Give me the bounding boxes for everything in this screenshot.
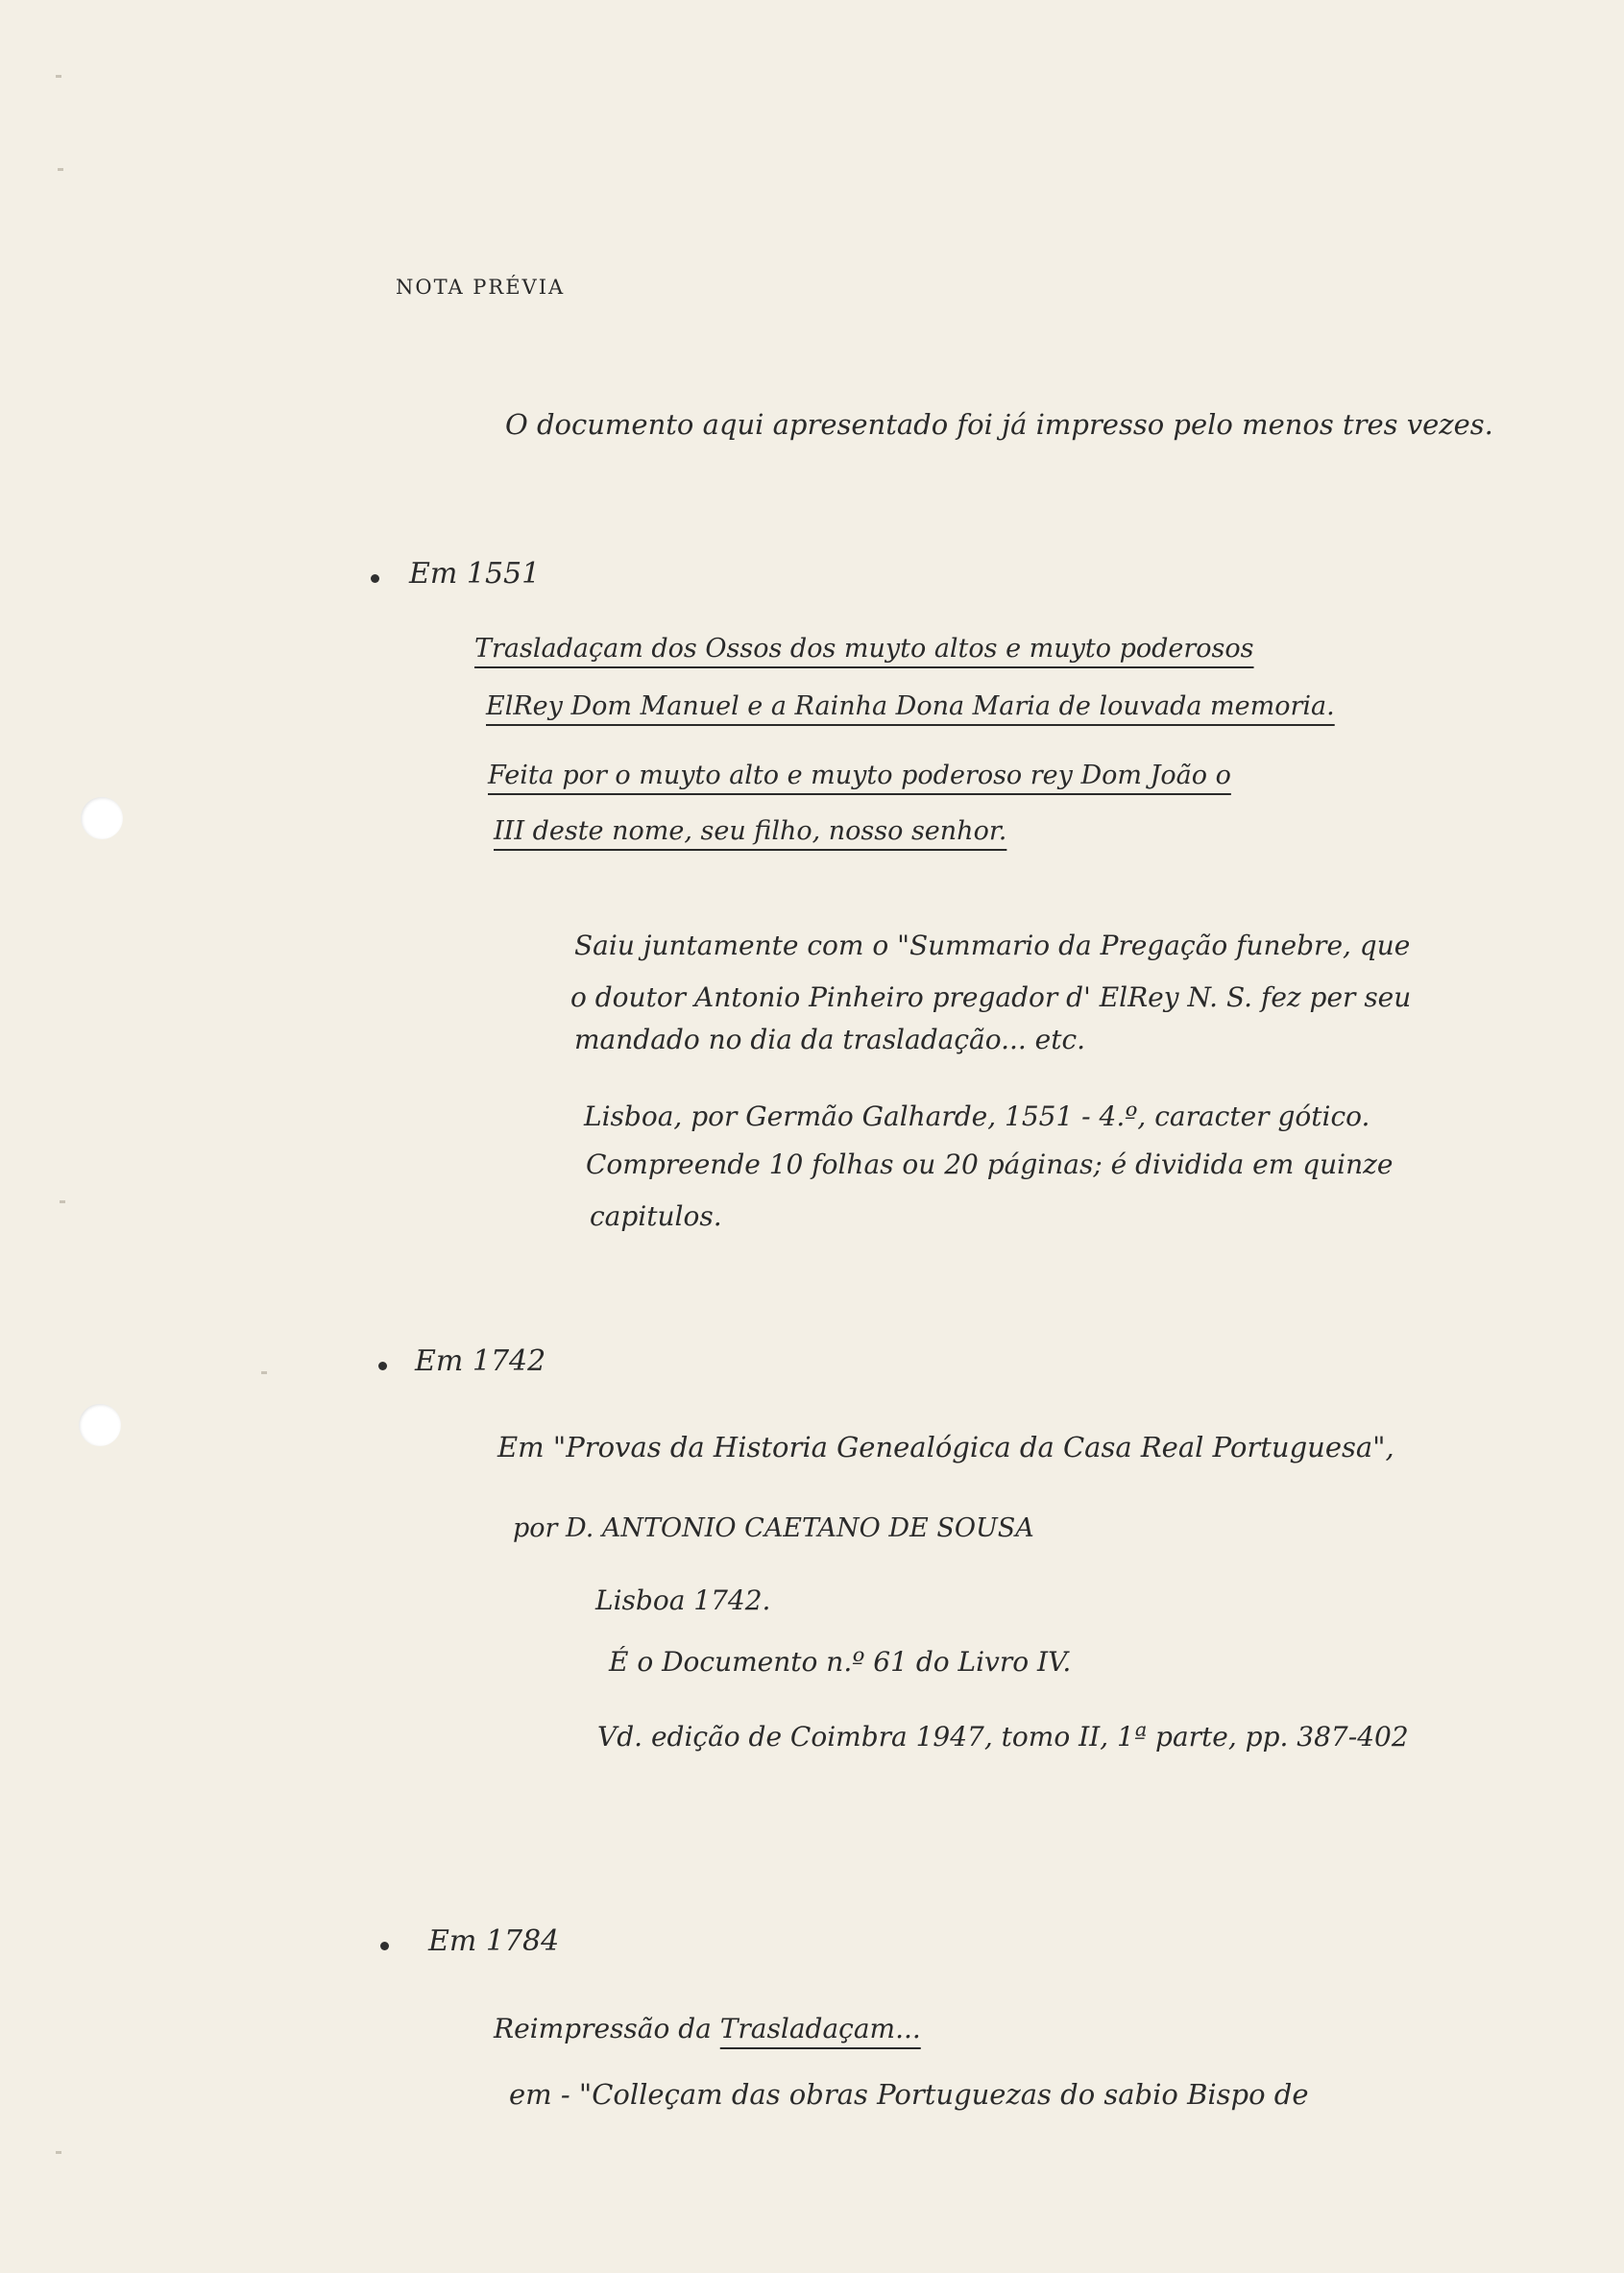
reimpressao-line <box>494 2013 921 2044</box>
reimpressao-prefix: Reimpressão da <box>494 2013 712 2044</box>
edge-mark <box>261 1371 267 1374</box>
binder-hole-top <box>81 797 123 839</box>
section-1551-label: Em 1551 <box>409 557 541 591</box>
collecam-line: em - "Colleçam das obras Portuguezas do sabio Bispo de <box>509 2078 1309 2111</box>
title-line-2: ElRey Dom Manuel e a Rainha Dona Maria de louvada memoria. <box>486 691 1335 721</box>
edge-mark <box>60 1200 65 1203</box>
binder-hole-bottom <box>79 1404 121 1446</box>
edge-mark <box>58 168 63 171</box>
bullet-1551 <box>371 574 379 583</box>
edge-mark <box>56 2151 61 2154</box>
title-line-1: Trasladaçam dos Ossos dos muyto altos e muyto poderosos <box>474 634 1254 664</box>
detail-line-2: É o Documento n.º 61 do Livro IV. <box>609 1646 1072 1678</box>
detail-line-1: Lisboa 1742. <box>595 1584 771 1616</box>
print-line-3: capitulos. <box>590 1200 722 1232</box>
provas-line: Em "Provas da Historia Genealógica da Casa Real Portuguesa", <box>497 1431 1394 1463</box>
note-line-2: o doutor Antonio Pinheiro pregador d' ElRey N. S. fez per seu <box>570 981 1412 1013</box>
bullet-1784 <box>380 1942 389 1950</box>
note-line-3: mandado no dia da trasladação... etc. <box>574 1024 1086 1055</box>
page-heading: NOTA PRÉVIA <box>396 276 566 299</box>
edge-mark <box>56 75 61 78</box>
print-line-1: Lisboa, por Germão Galharde, 1551 - 4.º, caracter gótico. <box>584 1100 1370 1132</box>
title-line-3: Feita por o muyto alto e muyto poderoso rey Dom João o <box>488 761 1231 790</box>
section-1742-label: Em 1742 <box>415 1344 546 1378</box>
bullet-1742 <box>378 1362 387 1370</box>
detail-line-3: Vd. edição de Coimbra 1947, tomo II, 1ª parte, pp. 387-402 <box>597 1721 1409 1753</box>
section-1784-label: Em 1784 <box>428 1924 560 1958</box>
title-line-4: III deste nome, seu filho, nosso senhor. <box>494 816 1007 846</box>
reimpressao-title: Trasladaçam... <box>719 2013 921 2044</box>
note-line-1: Saiu juntamente com o "Summario da Pregação funebre, que <box>574 930 1411 961</box>
author-line: por D. ANTONIO CAETANO DE SOUSA <box>513 1513 1034 1543</box>
intro-line: O documento aqui apresentado foi já impresso pelo menos tres vezes. <box>505 408 1493 441</box>
print-line-2: Compreende 10 folhas ou 20 páginas; é dividida em quinze <box>586 1149 1394 1180</box>
